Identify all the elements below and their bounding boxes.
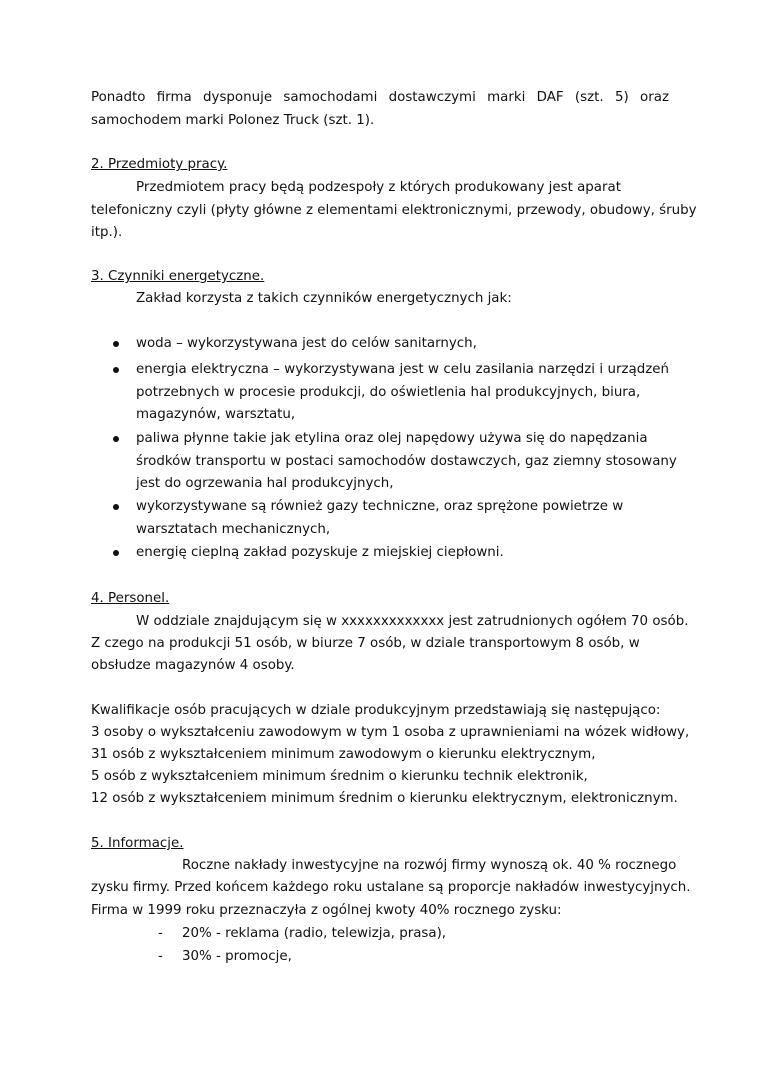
dash-item: 30% - promocje,: [182, 949, 292, 964]
bullet-item-cont: magazynów, warsztatu,: [136, 407, 296, 422]
bullet-item: energia elektryczna – wykorzystywana jest w celu zasilania narzędzi i urządzeń: [136, 362, 669, 377]
section-4-heading: 4. Personel.: [91, 591, 170, 606]
intro-line-1: Ponadto firma dysponuje samochodami dostawczymi marki DAF (szt. 5) oraz: [91, 90, 669, 105]
bullet-icon: [113, 436, 119, 442]
section-2-heading: 2. Przedmioty pracy.: [91, 157, 228, 172]
bullet-icon: [113, 504, 119, 510]
dash-item: 20% - reklama (radio, telewizja, prasa),: [182, 926, 447, 941]
bullet-item-cont: warsztatach mechanicznych,: [136, 522, 331, 537]
section-4-line: Z czego na produkcji 51 osób, w biurze 7 osób, w dziale transportowym 8 osób, w: [91, 636, 640, 651]
section-5-line: Firma w 1999 roku przeznaczyła z ogólnej kwoty 40% rocznego zysku:: [91, 903, 562, 918]
section-3-intro: Zakład korzysta z takich czynników energetycznych jak:: [136, 291, 512, 306]
qualifications-line: 5 osób z wykształceniem minimum średnim o kierunku technik elektronik,: [91, 769, 588, 784]
bullet-item-cont: jest do ogrzewania hal produkcyjnych,: [136, 476, 394, 491]
qualifications-line: 31 osób z wykształceniem minimum zawodowym o kierunku elektrycznym,: [91, 747, 596, 762]
bullet-item: energię cieplną zakład pozyskuje z miejskiej ciepłowni.: [136, 545, 504, 560]
bullet-item: woda – wykorzystywana jest do celów sanitarnych,: [136, 336, 477, 351]
section-2-line: itp.).: [91, 225, 123, 240]
qualifications-line: Kwalifikacje osób pracujących w dziale produkcyjnym przedstawiają się następująco:: [91, 703, 661, 718]
section-5-line: zysku firmy. Przed końcem każdego roku ustalane są proporcje nakładów inwestycyjnych.: [91, 880, 691, 895]
dash-marker: -: [158, 926, 163, 941]
bullet-icon: [113, 341, 119, 347]
bullet-icon: [113, 367, 119, 373]
bullet-item-cont: środków transportu w postaci samochodów dostawczych, gaz ziemny stosowany: [136, 454, 677, 469]
section-5-heading: 5. Informacje.: [91, 836, 184, 851]
bullet-icon: [113, 550, 119, 556]
bullet-item: paliwa płynne takie jak etylina oraz olej napędowy używa się do napędzania: [136, 431, 648, 446]
section-2-line: Przedmiotem pracy będą podzespoły z których produkowany jest aparat: [136, 180, 621, 195]
qualifications-line: 3 osoby o wykształceniu zawodowym w tym 1 osoba z uprawnieniami na wózek widłowy,: [91, 725, 690, 740]
section-4-line: obsłudze magazynów 4 osoby.: [91, 658, 295, 673]
bullet-item: wykorzystywane są również gazy techniczne, oraz sprężone powietrze w: [136, 499, 624, 514]
dash-marker: -: [158, 949, 163, 964]
section-3-heading: 3. Czynniki energetyczne.: [91, 269, 265, 284]
bullet-item-cont: potrzebnych w procesie produkcji, do oświetlenia hal produkcyjnych, biura,: [136, 385, 641, 400]
qualifications-line: 12 osób z wykształceniem minimum średnim o kierunku elektrycznym, elektronicznym.: [91, 791, 678, 806]
section-4-line: W oddziale znajdującym się w xxxxxxxxxxxxx jest zatrudnionych ogółem 70 osób.: [136, 614, 689, 629]
section-5-line: Roczne nakłady inwestycyjne na rozwój firmy wynoszą ok. 40 % rocznego: [182, 858, 677, 873]
intro-line-2: samochodem marki Polonez Truck (szt. 1).: [91, 113, 375, 128]
section-2-line: telefoniczny czyli (płyty główne z elementami elektronicznymi, przewody, obudowy, śruby: [91, 203, 697, 218]
